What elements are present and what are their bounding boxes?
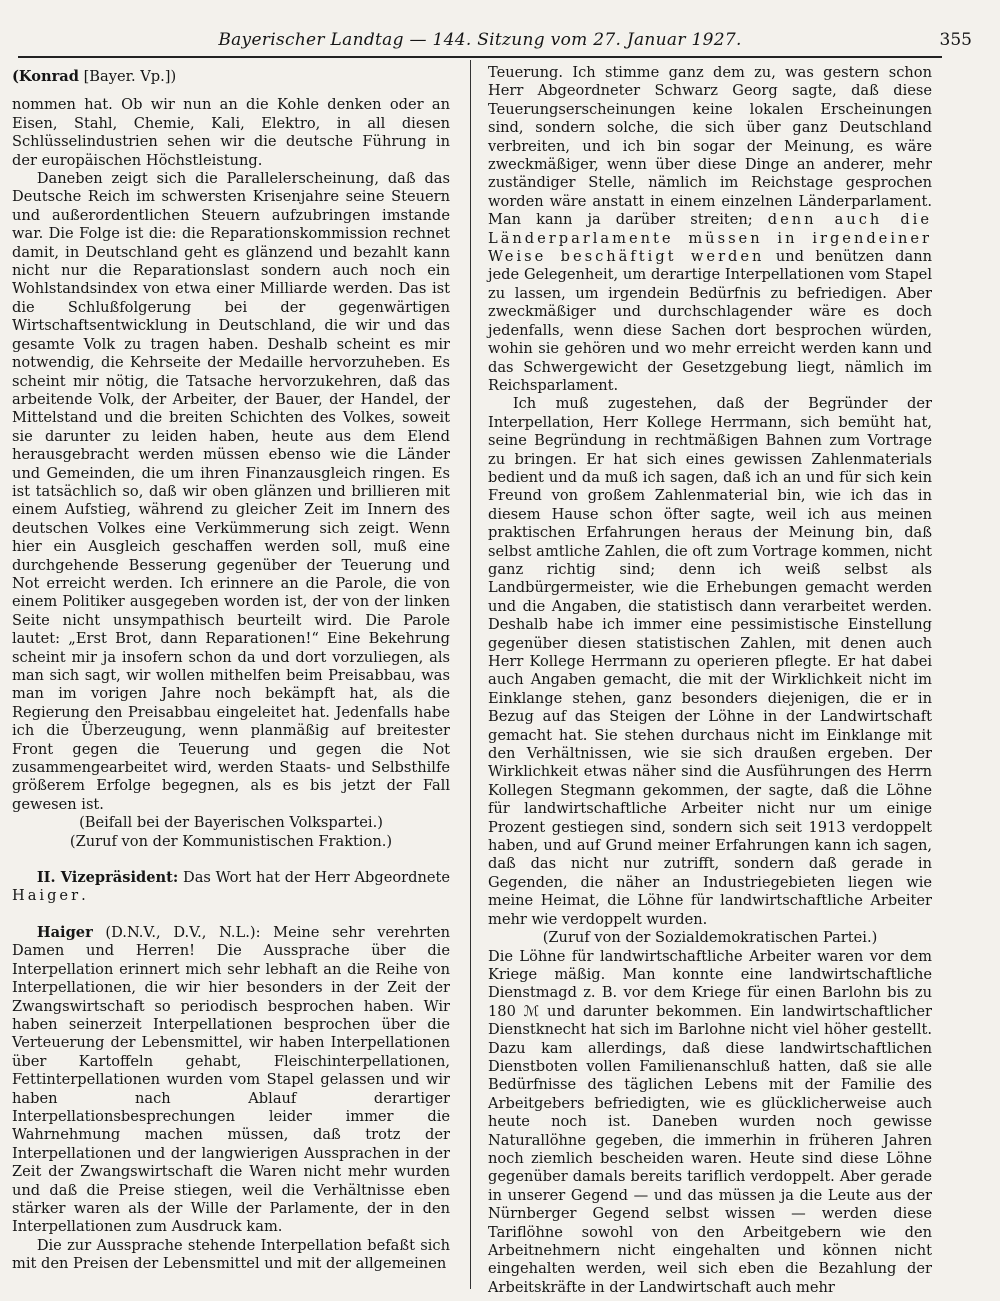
left-column bbox=[12, 64, 450, 1274]
paragraph: nommen hat. Ob wir nun an die Kohle denken oder an Eisen, Stahl, Chemie, Kali, Elektro, in all diesen Schlüsselindustrien sehen wir die deutsche Führung in der europäischen Höchstleistung. bbox=[12, 96, 450, 169]
applause-note: (Beifall bei der Bayerischen Volkspartei.) bbox=[79, 814, 383, 832]
paragraph-text: und benützen dann jede Gelegenheit, um derartige Interpellationen vom Stapel zu lassen, um irgendein Bedürfnis zu befriedigen. Aber zweckmäßiger und durchschlagender wäre es doch jedenfalls, wenn diese Sachen dort besprochen würden, wohin sie gehören und wo mehr erreicht werden kann und das Schwergewicht der Gesetzgebung liegt, nämlich im Reichsparlament. bbox=[488, 248, 932, 394]
spacer bbox=[12, 906, 450, 924]
called-speaker-name: Haiger bbox=[12, 887, 82, 905]
spacer bbox=[12, 851, 450, 869]
paragraph: Ich muß zugestehen, daß der Begründer der Interpellation, Herr Kollege Herrmann, sich bemüht hat, seine Begründung in rechtmäßigen Bahnen zum Vortrage zu bringen. Er hat sich eines gewissen Zahlenmaterials bedient und da muß ich sagen, daß ich an und für sich kein Freund von großem Zahlenmaterial bin, wie ich das in diesem Hause schon öfter sagte, weil ich aus meinen praktischen Erfahrungen heraus der Meinung bin, daß selbst amtliche Zahlen, die oft zum Vortrage kommen, nicht ganz richtig sind; denn ich weiß selbst als Landbürgermeister, wie die Erhebungen gemacht werden und die Angaben, die statistisch dann verarbeitet werden. Deshalb habe ich immer eine pessimistische Einstellung gegenüber diesen statistischen Zahlen, mit denen auch Herr Kollege Herrmann zu operieren pflegte. Er hat dabei auch Angaben gemacht, die mit der Wirklichkeit nicht im Einklange stehen, ganz besonders diejenigen, die er in Bezug auf das Steigen der Löhne in der Landwirtschaft gemacht hat. Sie stehen durchaus nicht im Einklange mit den Verhältnissen, wie sie sich draußen ergeben. Der Wirklichkeit etwas näher sind die Ausführungen des Herrn Kollegen Stegmann gekommen, der sagte, daß die Löhne für landwirtschaftliche Arbeiter nicht nur um einige Prozent gestiegen sind, sondern sich seit 1913 verdoppelt haben, und auf Grund meiner Erfahrungen kann ich sagen, daß das nicht nur zutrifft, sondern daß gerade in Gegenden, die näher an Industriegebieten liegen wie meine Heimat, die Löhne für landwirtschaftliche Arbeiter mehr wie verdoppelt wurden. bbox=[488, 395, 932, 928]
paragraph: Daneben zeigt sich die Parallelerscheinung, daß das Deutsche Reich im schwersten Krisenjahre seine Steuern und außerordentlichen Steuern aufzubringen imstande war. Die Folge ist die: die Reparationskommission rechnet damit, in Deutschland geht es glänzend und bezahlt kann nicht nur die Reparationslast sondern auch noch ein Wohlstandsindex von etwa einer Milliarde werden. Das ist die Schlußfolgerung bei der gegenwärtigen Wirtschaftsentwicklung in Deutschland, die wir und das gesamte Volk zu tragen haben. Deshalb scheint es mir notwendig, die Kehrseite der Medaille hervorzuheben. Es scheint mir nötig, die Tatsache hervorzukehren, daß das arbeitende Volk, der Arbeiter, der Bauer, der Handel, der Mittelstand und die breiten Schichten des Volkes, soweit sie darunter zu leiden haben, heute aus dem Elend herausgebracht werden müssen ebenso wie die Länder und Gemeinden, die um ihren Finanzausgleich ringen. Es ist tatsächlich so, daß wir oben glänzen und brillieren mit einem Aufstieg, während zu gleicher Zeit im Innern des deutschen Volkes eine Verkümmerung sich zeigt. Wenn hier ein Ausgleich geschaffen werden soll, muß eine durchgehende Besserung gegenüber der Teuerung und Not erreicht werden. Ich erinnere an die Parole, die von einem Politiker ausgegeben worden ist, der von der linken Seite nicht unsympathisch beurteilt wird. Die Parole lautet: „Erst Brot, dann Reparationen!“ Eine Bekehrung scheint mir ja insofern schon da und dort vorzuliegen, als man sich sagt, wir wollen mithelfen beim Preisabbau, was man im vorigen Jahre noch bekämpft hat, als die Regierung den Preisabbau eingeleitet hat. Jedenfalls habe ich die Überzeugung, wenn planmäßig auf breitester Front gegen die Teuerung und gegen die Not zusammengearbeitet wird, werden Staats- und Selbsthilfe größerem Erfolge begegnen, als es bis jetzt der Fall gewesen ist. bbox=[12, 170, 450, 813]
paragraph bbox=[488, 64, 932, 395]
vice-president-label: II. Vizepräsident: bbox=[36, 869, 179, 887]
paragraph: Die zur Aussprache stehende Interpellation befaßt sich mit den Preisen der Lebensmittel und mit der allgemeinen bbox=[12, 1236, 450, 1273]
header-title: Bayerischer Landtag — 144. Sitzung vom 27. Januar 1927. bbox=[218, 30, 742, 50]
speaker-party: (D.N.V., D.V., N.L.): bbox=[92, 923, 261, 941]
vice-president-statement bbox=[12, 869, 450, 906]
speaker-party: [Bayer. Vp.]) bbox=[78, 68, 177, 85]
spaced-emphasis: denn auch die Länderparlamente müssen in irgendeiner Weise beschäftigt werden bbox=[488, 211, 932, 266]
speaker-name: Haiger bbox=[36, 923, 93, 941]
speech-text: Meine sehr verehrten Damen und Herren! Die Aussprache über die Interpellation erinnert mich sehr lebhaft an die Reihe von Interpellationen, die wir hier besonders in der Zeit der Zwangswirtschaft so periodisch besprochen haben. Wir haben seinerzeit Interpellationen besprochen über die Verteuerung der Lebensmittel, wir haben Interpellationen über Kartoffeln gehabt, Fleischinterpellationen, Fettinterpellationen wurden vom Stapel gelassen und wir haben nach Ablauf derartiger Interpellationsbesprechungen leider immer die Wahrnehmung machen müssen, daß trotz der Interpellationen und der langwierigen Aussprachen in der Zeit der Zwangswirtschaft die Waren nicht mehr wurden und daß die Preise stiegen, weil die Verhältnisse eben stärker waren als der Wille der Parlamente, der in den Interpellationen zum Ausdruck kam. bbox=[12, 923, 450, 1236]
paragraph-text: Teuerung. Ich stimme ganz dem zu, was gestern schon Herr Abgeordneter Schwarz Georg sagte, daß diese Teuerungserscheinungen keine lokalen Erscheinungen sind, sondern solche, die sich über ganz Deutschland verbreiten, und ich bin sogar der Meinung, es wäre zweckmäßiger, wenn über diese Dinge an anderer, mehr zuständiger Stelle, nämlich im Reichstage gesprochen worden wäre anstatt in einem einzelnen Länderparlament. Man kann ja darüber streiten; bbox=[488, 64, 932, 229]
speech-paragraph bbox=[12, 924, 450, 1237]
sentence-end: . bbox=[81, 887, 86, 905]
right-column bbox=[488, 64, 932, 1297]
speaker-name: (Konrad bbox=[12, 68, 79, 85]
interjection-note: (Zuruf von der Kommunistischen Fraktion.) bbox=[69, 832, 393, 850]
running-header bbox=[18, 26, 972, 58]
column-divider bbox=[470, 60, 471, 1289]
interjection-note: (Zuruf von der Sozialdemokratischen Partei.) bbox=[542, 929, 878, 947]
page-number: 355 bbox=[939, 30, 972, 50]
speaker-continuation bbox=[12, 68, 450, 86]
paragraph: Die Löhne für landwirtschaftliche Arbeiter waren vor dem Kriege mäßig. Man konnte eine landwirtschaftliche Dienstmagd z. B. vor dem Kriege für einen Barlohn bis zu 180 ℳ und darunter bekommen. Ein landwirtschaftlicher Dienstknecht hat sich im Barlohne nicht viel höher gestellt. Dazu kam allerdings, daß diese landwirtschaftlichen Dienstboten vollen Familienanschluß hatten, daß sie alle Bedürfnisse des täglichen Lebens mit der Familie des Arbeitgebers befriedigten, wie es glücklicherweise auch heute noch ist. Daneben wurden noch gewisse Naturallöhne gegeben, die immerhin in früheren Jahren noch ziemlich bescheiden waren. Heute sind diese Löhne gegenüber damals bereits tariflich verdoppelt. Aber gerade in unserer Gegend — und das müssen ja die Leute aus der Nürnberger Gegend selbst wissen — werden diese Tariflöhne sowohl von den Arbeitgebern wie den Arbeitnehmern nicht eingehalten und können nicht eingehalten werden, weil sich eben die Bezahlung der Arbeitskräfte in der Landwirtschaft auch mehr bbox=[488, 947, 932, 1296]
vice-president-text: Das Wort hat der Herr Abgeordnete bbox=[178, 869, 450, 887]
